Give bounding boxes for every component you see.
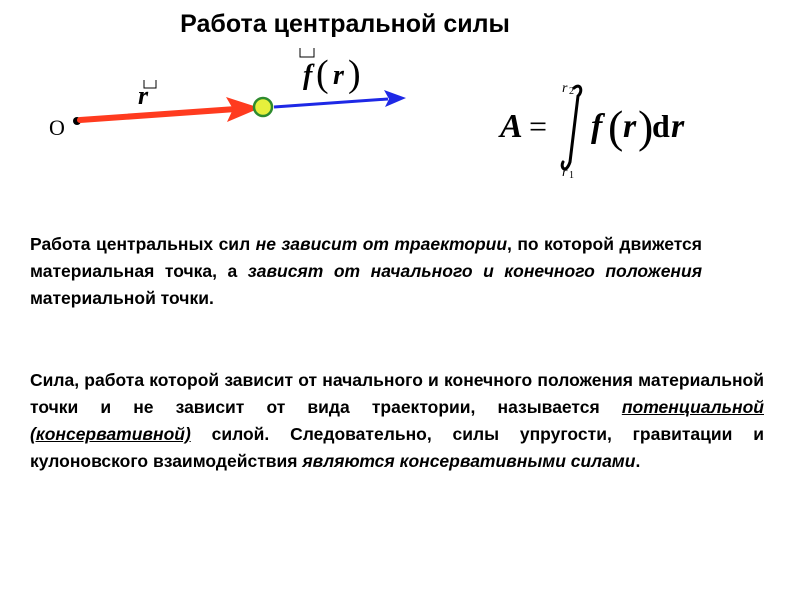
radius-vector-line bbox=[80, 109, 236, 120]
italic-span: зависят от начального и конечного положения bbox=[247, 261, 702, 281]
origin-label: O bbox=[49, 115, 65, 140]
text-span: Работа центральных сил bbox=[30, 234, 256, 254]
text-span: . bbox=[635, 451, 641, 471]
text-span: материальной точки. bbox=[30, 288, 214, 308]
italic-span: являются консервативными силами bbox=[302, 451, 636, 471]
force-label-f: f bbox=[303, 60, 313, 91]
left-paren-glyph: ( bbox=[608, 101, 624, 152]
right-paren-glyph: ) bbox=[348, 53, 361, 95]
paragraph-central-forces bbox=[30, 231, 702, 312]
italic-span: не зависит от траектории bbox=[255, 234, 508, 254]
page-title: Работа центральной силы bbox=[180, 10, 510, 38]
text-span: силой. Следовательно, силы упругости, гравитации и кулоновского взаимодействия bbox=[30, 424, 764, 471]
material-point bbox=[254, 98, 272, 116]
integrand-r: r bbox=[623, 108, 637, 145]
right-paren-glyph: ) bbox=[638, 101, 654, 152]
underlined-italic-span: потенциальной (консервативной) bbox=[30, 397, 764, 444]
lower-limit-sub: 1 bbox=[569, 170, 574, 181]
force-label-r: r bbox=[333, 60, 344, 91]
upper-limit: r bbox=[562, 81, 568, 96]
left-paren-glyph: ( bbox=[316, 53, 329, 95]
differential-r: r bbox=[671, 108, 685, 145]
integral-sign-icon bbox=[562, 86, 581, 169]
text-span: Сила, работа которой зависит от начального и конечного положения материальной точки и не зависит от вида траектории, называется bbox=[30, 370, 764, 417]
work-formula bbox=[498, 81, 685, 181]
text-span: , по которой движется материальная точка, а bbox=[30, 234, 702, 281]
formula-lhs: A bbox=[500, 108, 523, 145]
integrand-f: f bbox=[591, 108, 603, 145]
central-force-diagram bbox=[0, 0, 800, 200]
lower-limit: r bbox=[562, 165, 568, 180]
vector-label-r: r bbox=[138, 81, 149, 110]
force-vector-line bbox=[274, 99, 388, 107]
paragraph-conservative-forces bbox=[30, 367, 764, 475]
formula-equals: = bbox=[529, 108, 548, 144]
differential-d: d bbox=[652, 108, 670, 144]
vector-mark-icon bbox=[300, 48, 314, 57]
upper-limit-sub: 2 bbox=[569, 86, 574, 97]
